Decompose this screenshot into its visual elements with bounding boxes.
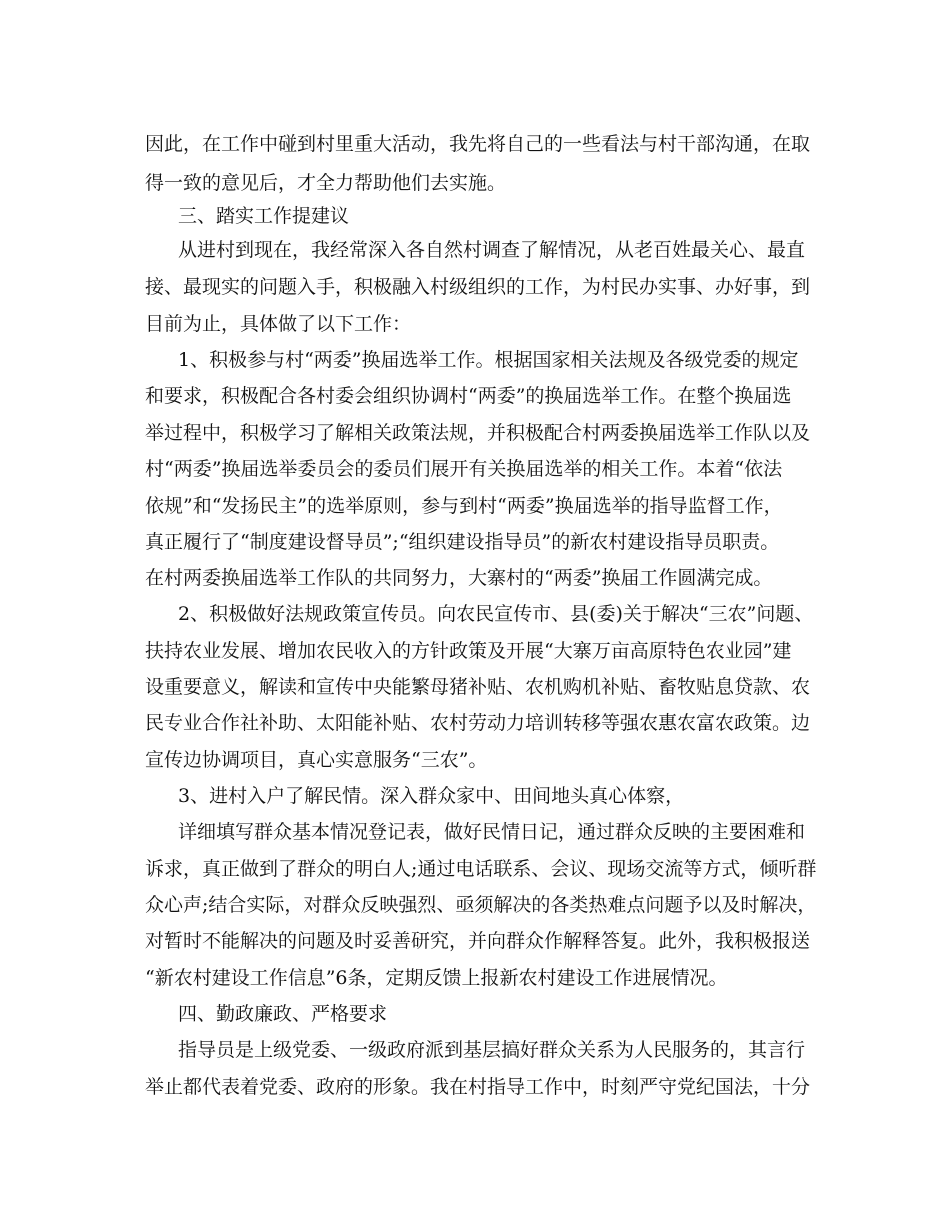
text-line: 和要求，积极配合各村委会组织协调村“两委”的换届选举工作。在整个换届选 (145, 385, 792, 407)
section-heading: 四、勤政廉政、严格要求 (178, 1003, 388, 1025)
text-line: 扶持农业发展、增加农民收入的方针政策及开展“大寨万亩高原特色农业园”建 (145, 640, 792, 662)
text-line: 在村两委换届选举工作队的共同努力，大寨村的“两委”换届工作圆满完成。 (145, 567, 773, 589)
text-line: 民专业合作社补助、太阳能补贴、农村劳动力培训转移等强农惠农富农政策。边 (145, 712, 811, 734)
text-line: 指导员是上级党委、一级政府派到基层搞好群众关系为人民服务的，其言行 (178, 1039, 806, 1061)
text-line: 宣传边协调项目，真心实意服务“三农”。 (145, 749, 488, 771)
text-line: 举止都代表着党委、政府的形象。我在村指导工作中，时刻严守党纪国法，十分 (145, 1076, 811, 1098)
text-line: 诉求，真正做到了群众的明白人;通过电话联系、会议、现场交流等方式，倾听群 (145, 858, 817, 880)
text-line: 对暂时不能解决的问题及时妥善研究，并向群众作解释答复。此外，我积极报送 (145, 930, 811, 952)
text-line: 村“两委”换届选举委员会的委员们展开有关换届选举的相关工作。本着“依法 (145, 458, 783, 480)
text-line: 接、最现实的问题入手，积极融入村级组织的工作，为村民办实事、办好事，到 (145, 276, 811, 298)
text-line: 因此，在工作中碰到村里重大活动，我先将自己的一些看法与村干部沟通，在取 (145, 133, 811, 155)
section-heading: 三、踏实工作提建议 (178, 205, 350, 227)
text-line: 1、积极参与村“两委”换届选举工作。根据国家相关法规及各级党委的规定 (178, 349, 799, 371)
text-line: 依规”和“发扬民主”的选举原则，参与到村“两委”换届选举的指导监督工作， (145, 495, 783, 517)
text-line: “新农村建设工作信息”6条，定期反馈上报新农村建设工作进展情况。 (145, 967, 728, 989)
text-line: 3、进村入户了解民情。深入群众家中、田间地头真心体察， (178, 785, 685, 807)
text-line: 设重要意义，解读和宣传中央能繁母猪补贴、农机购机补贴、畜牧贴息贷款、农 (145, 676, 811, 698)
text-line: 2、积极做好法规政策宣传员。向农民宣传市、县(委)关于解决“三农”问题、 (178, 603, 814, 625)
text-line: 目前为止，具体做了以下工作： (145, 313, 412, 335)
text-line: 详细填写群众基本情况登记表，做好民情日记，通过群众反映的主要困难和 (178, 821, 806, 843)
text-line: 举过程中，积极学习了解相关政策法规，并积极配合村两委换届选举工作队以及 (145, 422, 811, 444)
text-line: 从进村到现在，我经常深入各自然村调查了解情况，从老百姓最关心、最直 (178, 239, 806, 261)
text-line: 得一致的意见后，才全力帮助他们去实施。 (145, 172, 507, 194)
text-line: 真正履行了“制度建设督导员”;“组织建设指导员”的新农村建设指导员职责。 (145, 531, 780, 553)
text-line: 众心声;结合实际，对群众反映强烈、亟须解决的各类热难点问题予以及时解决， (145, 894, 817, 916)
